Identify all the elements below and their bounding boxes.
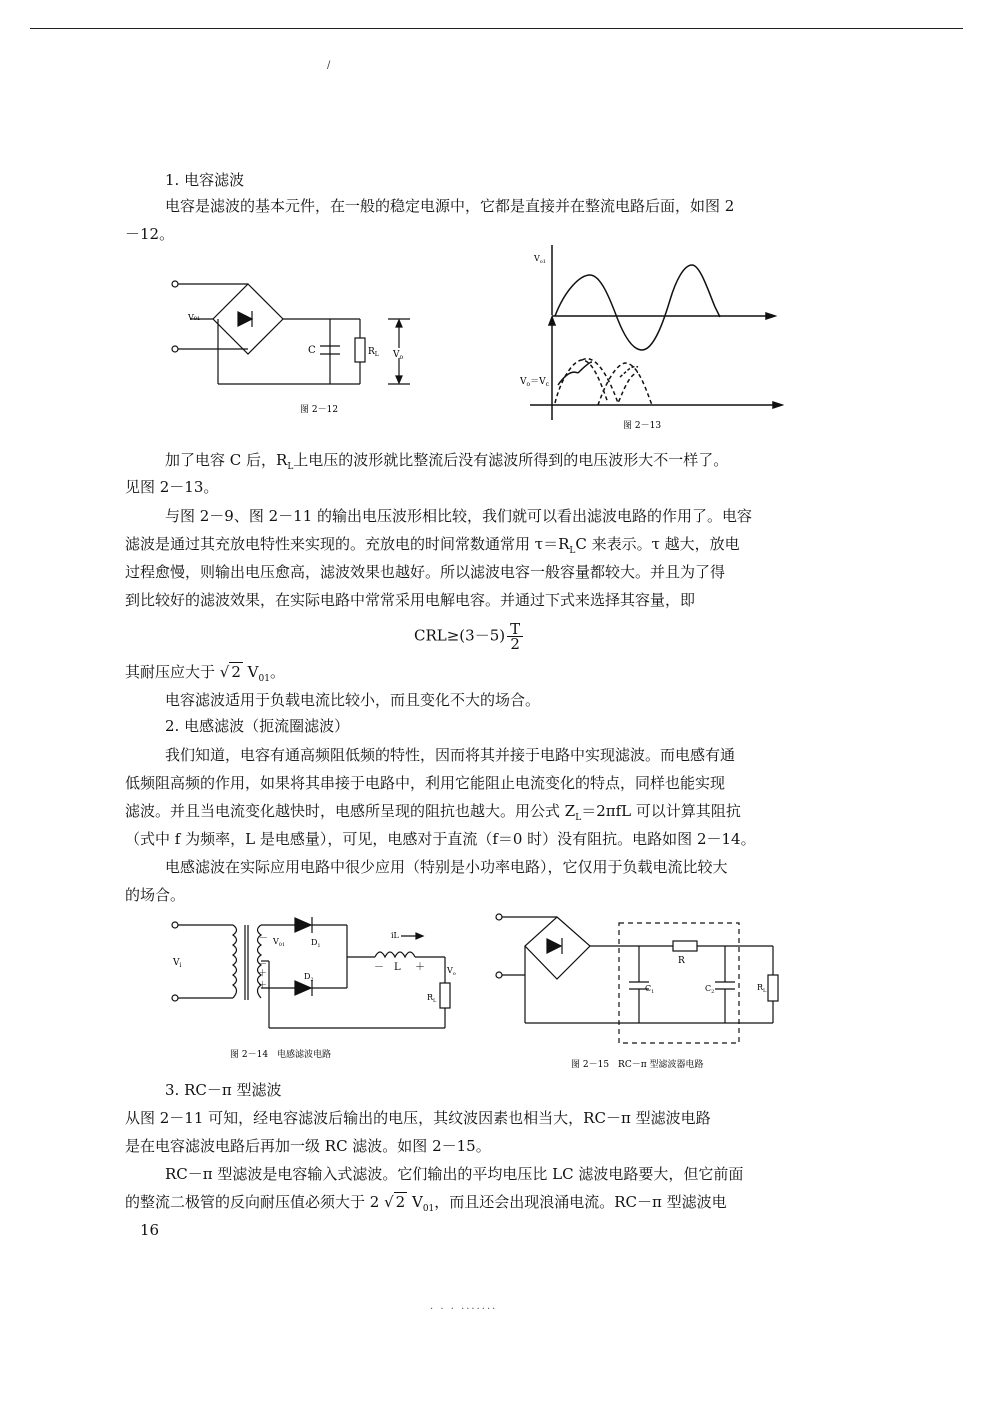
fig14-il-label: iL	[391, 931, 399, 940]
paragraph-2-line-2: 见图 2－13。	[125, 478, 219, 496]
page-number: 16	[140, 1221, 160, 1239]
fig15-rl-label: $R_L$	[757, 983, 767, 994]
fig14-d1-label: $D_1$	[311, 938, 321, 949]
fig14-d2-label: $D_2$	[304, 972, 314, 983]
fig14-plus-2: ＋	[258, 981, 268, 991]
paragraph-3-line-3: 过程愈慢，则输出电压愈高，滤波效果也越好。所以滤波电容一般容量都较大。并且为了得	[125, 563, 726, 581]
fig15-c1-label: $C_1$	[645, 984, 655, 995]
paragraph-2-line-1: 加了电容 C 后，$R_L$上电压的波形就比整流后没有滤波所得到的电压波形大不一样了。	[165, 451, 729, 472]
fig14-minus-1: －	[259, 934, 269, 944]
fig15-caption: 图 2－15 RC－π 型滤波器电路	[571, 1060, 704, 1070]
paragraph-7-line-1: 电感滤波在实际应用电路中很少应用（特别是小功率电路），它仅用于负载电流比较大	[165, 858, 728, 876]
fig13-bottom-label: $V_o=V_c$	[520, 377, 549, 388]
fig12-c-label: C	[308, 345, 316, 356]
paragraph-1-line-1: 电容是滤波的基本元件，在一般的稳定电源中，它都是直接并在整流电路后面，如图 2	[165, 197, 735, 215]
paragraph-6-line-4: （式中 f 为频率，L 是电感量），可见，电感对于直流（f＝0 时）没有阻抗。电路如图 2－14。	[125, 830, 756, 848]
fig12-vin-label: V₀₁	[188, 313, 201, 322]
figure-2-13	[520, 235, 790, 435]
footer-dots: · · · ·······	[430, 1304, 498, 1315]
capacitance-formula: CRL≥(3－5) $\frac{T}{2}$	[414, 622, 523, 651]
fig13-top-label: $V_{o1}$	[534, 254, 546, 265]
paragraph-3-line-4: 到比较好的滤波效果，在实际电路中常常采用电解电容。并通过下式来选择其容量，即	[125, 591, 696, 609]
paragraph-3-line-2: 滤波是通过其充放电特性来实现的。充放电的时间常数通常用 $\tau=R_LC$ 来表示。τ 越大，放电	[125, 535, 740, 556]
paragraph-9-line-1: RC－π 型滤波是电容输入式滤波。它们输出的平均电压比 LC 滤波电路要大，但它前面	[165, 1165, 744, 1183]
section-2-title: 2. 电感滤波（扼流圈滤波）	[165, 717, 350, 735]
figure-2-15	[485, 905, 795, 1075]
fig13-caption: 图 2－13	[623, 421, 662, 431]
fig12-caption: 图 2－12	[300, 405, 339, 415]
paragraph-1-line-2: －12。	[125, 225, 175, 243]
paragraph-3-line-1: 与图 2－9、图 2－11 的输出电压波形相比较，我们就可以看出滤波电路的作用了。电容	[165, 507, 753, 525]
fig14-l-minus: －	[374, 962, 384, 973]
fig14-l-label: L	[394, 962, 401, 973]
fig14-caption: 图 2－14 电感滤波电路	[230, 1050, 332, 1060]
paragraph-5: 电容滤波适用于负载电流比较小，而且变化不大的场合。	[165, 691, 541, 709]
paragraph-9-line-2: 的整流二极管的反向耐压值必须大于 2 √ 2 $V_{01}$，而且还会出现浪涌电流。RC－π 型滤波电	[125, 1193, 727, 1214]
fig14-vo-label: $V_o$	[447, 966, 456, 977]
figure-2-14	[165, 910, 475, 1070]
fig14-plus-1: ＋	[258, 969, 268, 979]
fig14-vi-label: $V_i$	[173, 958, 182, 969]
paragraph-8-line-2: 是在电容滤波电路后再加一级 RC 滤波。如图 2－15。	[125, 1137, 491, 1155]
paragraph-7-line-2: 的场合。	[125, 886, 186, 904]
paragraph-4: 其耐压应大于 √ 2 $V_{01}$。	[125, 663, 285, 684]
section-3-title: 3. RC－π 型滤波	[165, 1081, 282, 1099]
fig14-l-plus: ＋	[415, 962, 425, 973]
paragraph-6-line-1: 我们知道，电容有通高频阻低频的特性，因而将其并接于电路中实现滤波。而电感有通	[165, 746, 736, 764]
fig15-c2-label: $C_2$	[705, 984, 715, 995]
paragraph-6-line-3: 滤波。并且当电流变化越快时，电感所呈现的阻抗也越大。用公式 $Z_L=2\pi fL$ 可以计算其阻抗	[125, 802, 741, 823]
figure-2-12	[160, 250, 450, 420]
fig15-r-label: R	[678, 956, 685, 966]
section-1-title: 1. 电容滤波	[165, 171, 245, 189]
fig14-rl-label: $R_L$	[427, 993, 437, 1004]
fig14-v01-label: $V_{01}$	[273, 937, 286, 948]
page-mark: /	[327, 60, 331, 71]
paragraph-8-line-1: 从图 2－11 可知，经电容滤波后输出的电压，其纹波因素也相当大，RC－π 型滤波电路	[125, 1109, 711, 1127]
fig14-minus-2: －	[258, 960, 268, 970]
top-rule	[30, 28, 963, 29]
paragraph-6-line-2: 低频阻高频的作用，如果将其串接于电路中，利用它能阻止电流变化的特点，同样也能实现	[125, 774, 726, 792]
fig12-vo-label: $V_o$	[393, 350, 404, 361]
fig12-rl-label: $R_L$	[368, 347, 379, 358]
